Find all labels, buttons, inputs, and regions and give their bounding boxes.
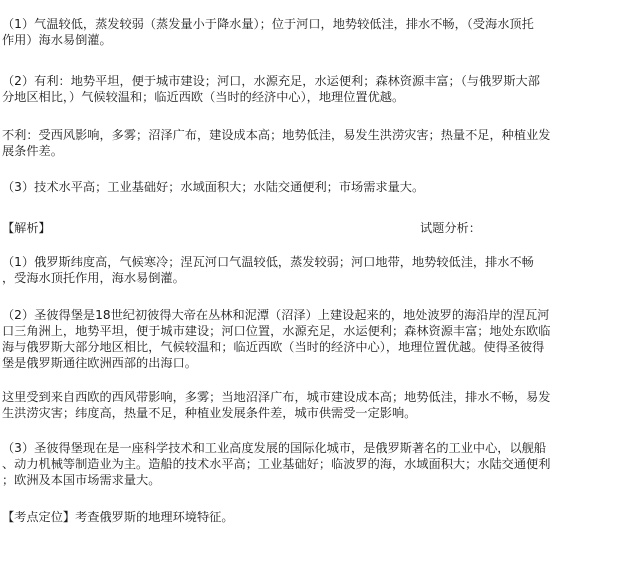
text-line: （2）圣彼得堡是18世纪初彼得大帝在丛林和泥潭（沼泽）上建设起来的，地处波罗的海沿岸的涅瓦河 <box>2 308 550 322</box>
analysis-paragraph-1 <box>2 254 626 286</box>
answer-q2-advantages <box>2 73 626 105</box>
analysis-header <box>2 220 626 236</box>
analysis-paragraph-2 <box>2 307 626 371</box>
answer-q1 <box>2 16 626 48</box>
text-line: （3）技术水平高；工业基础好；水域面积大；水陆交通便利；市场需求量大。 <box>2 180 425 194</box>
kaodian-line <box>2 509 626 525</box>
text-line: 不利：受西风影响，多雾；沼泽广布，建设成本高；地势低洼，易发生洪涝灾害；热量不足，种植业发 <box>2 128 551 142</box>
analysis-paragraph-3 <box>2 389 626 421</box>
text-line: 分地区相比，）气候较温和；临近西欧（当时的经济中心），地理位置优越。 <box>2 90 405 104</box>
text-line: 海与俄罗斯大部分地区相比，气候较温和；临近西欧（当时的经济中心），地理位置优越。使得圣彼得 <box>2 340 545 354</box>
text-line: 作用）海水易倒灌。 <box>2 33 112 47</box>
text-line: ；欧洲及本国市场需求量大。 <box>2 473 161 487</box>
analysis-paragraph-4 <box>2 440 626 488</box>
text-line: 这里受到来自西欧的西风带影响，多雾；当地沼泽广布，城市建设成本高；地势低洼，排水不畅，易发 <box>2 390 551 404</box>
analysis-label: 【解析】 <box>2 221 51 235</box>
text-line: ，受海水顶托作用，海水易倒灌。 <box>2 271 185 285</box>
text-line: 口三角洲上，地势平坦，便于城市建设；河口位置，水源充足，水运便利；森林资源丰富；地处东欧临 <box>2 324 551 338</box>
text-line: 堡是俄罗斯通往欧洲西部的出海口。 <box>2 356 197 370</box>
text-line: 【考点定位】考查俄罗斯的地理环境特征。 <box>2 510 234 524</box>
text-line: （3）圣彼得堡现在是一座科学技术和工业高度发展的国际化城市，是俄罗斯著名的工业中心，以舰船 <box>2 441 547 455</box>
text-line: （2）有利：地势平坦，便于城市建设；河口，水源充足，水运便利；森林资源丰富；（与俄罗斯大部 <box>2 74 540 88</box>
text-line: （1）气温较低，蒸发较弱（蒸发量小于降水量）；位于河口，地势较低洼，排水不畅，（受海水顶托 <box>2 17 534 31</box>
answer-q3 <box>2 179 626 195</box>
text-line: 展条件差。 <box>2 144 63 158</box>
text-line: （1）俄罗斯纬度高，气候寒冷；涅瓦河口气温较低，蒸发较弱；河口地带，地势较低洼，排水不畅 <box>2 255 534 269</box>
text-line: 生洪涝灾害；纬度高，热量不足，种植业发展条件差，城市供需受一定影响。 <box>2 406 417 420</box>
analysis-subtitle: 试题分析： <box>420 221 481 235</box>
text-line: 、动力机械等制造业为主。造船的技术水平高；工业基础好；临波罗的海，水域面积大；水陆交通便利 <box>2 457 551 471</box>
answer-q2-disadvantages <box>2 127 626 159</box>
